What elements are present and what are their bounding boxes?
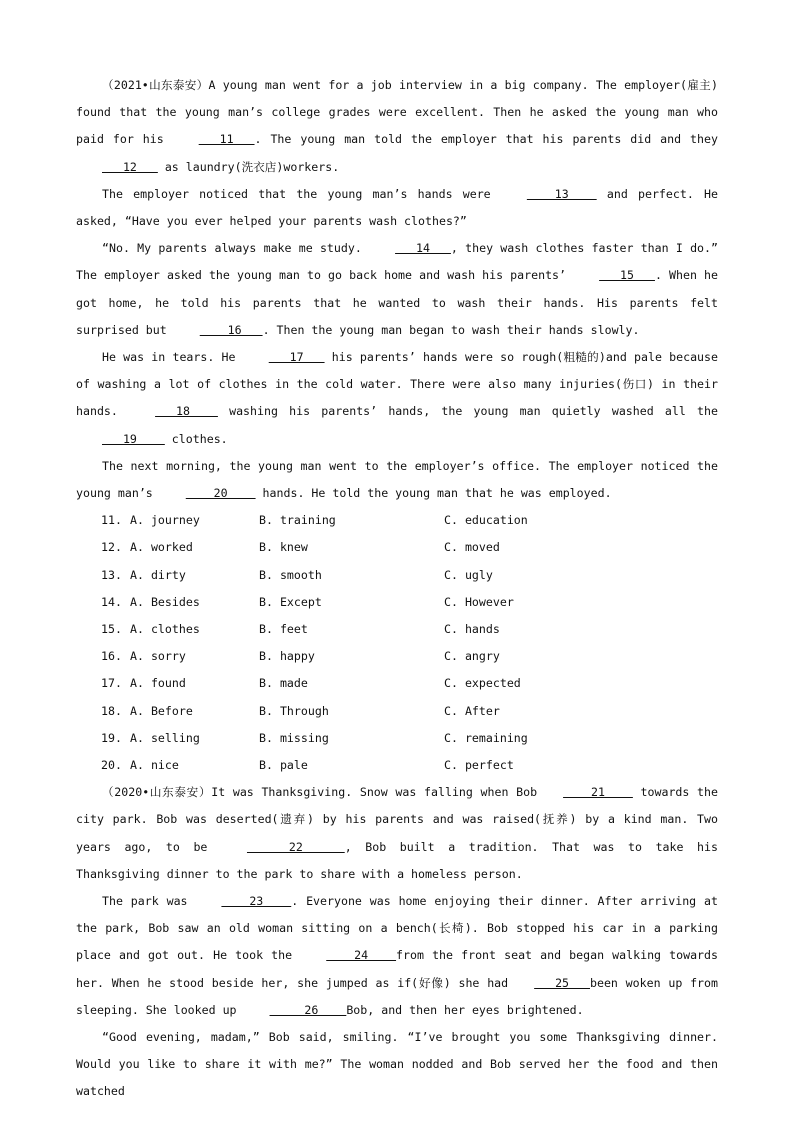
- option-b[interactable]: B. happy: [259, 649, 315, 664]
- blank-11[interactable]: 11: [198, 132, 255, 147]
- blank-17[interactable]: 17: [268, 350, 325, 365]
- option-a[interactable]: A. journey: [130, 513, 200, 528]
- text: . Everyone was home enjoying their dinner. After arriving at the park, Bob saw an old woman sitting on a bench(长椅). Bob stopped his car in a parking place and got out. He took the: [76, 893, 718, 963]
- option-b[interactable]: B. Through: [259, 703, 329, 718]
- option-a[interactable]: A. nice: [130, 757, 179, 772]
- question-number: 16.: [101, 649, 122, 664]
- question-number: 12.: [101, 540, 122, 555]
- option-row-18: [76, 698, 718, 725]
- option-a[interactable]: A. selling: [130, 730, 200, 745]
- text: been woken up from sleeping. She looked up: [76, 975, 718, 1017]
- document-page: [76, 72, 718, 1106]
- blank-24[interactable]: 24: [326, 948, 397, 963]
- option-b[interactable]: B. missing: [259, 730, 329, 745]
- question-number: 14.: [101, 594, 122, 609]
- option-b[interactable]: B. smooth: [259, 567, 322, 582]
- blank-23[interactable]: 23: [221, 893, 292, 908]
- blank-15[interactable]: 15: [599, 268, 655, 283]
- text: , they wash clothes faster than I do.” The employer asked the young man to go back home and wash his parents’: [76, 241, 718, 283]
- text: his parents’ hands were so rough(粗糙的)and pale because of washing a lot of clothes in the cold water. There were also many injuries(伤口) in their hands.: [76, 350, 718, 419]
- option-a[interactable]: A. Besides: [130, 594, 200, 609]
- text: The park was: [102, 893, 196, 908]
- options-list: [76, 507, 718, 779]
- blank-25[interactable]: 25: [534, 975, 590, 990]
- option-row-11: [76, 507, 718, 534]
- option-c[interactable]: C. perfect: [444, 757, 514, 772]
- passage2-paragraph3: [76, 1024, 718, 1106]
- question-number: 20.: [101, 757, 122, 772]
- passage2-paragraph2: [76, 888, 718, 1024]
- option-row-20: [76, 752, 718, 779]
- question-number: 19.: [101, 730, 122, 745]
- option-c[interactable]: C. ugly: [444, 567, 493, 582]
- option-a[interactable]: A. clothes: [130, 622, 200, 636]
- option-row-14: [76, 589, 718, 616]
- passage1-paragraph4: [76, 344, 718, 453]
- blank-18[interactable]: 18: [155, 404, 218, 419]
- option-c[interactable]: C. However: [444, 594, 514, 609]
- text: . When he got home, he told his parents that he wanted to wash their hands. His parents felt surprised but: [76, 268, 718, 337]
- option-c[interactable]: C. remaining: [444, 730, 528, 745]
- text: clothes.: [164, 431, 228, 446]
- text: “No. My parents always make me study.: [102, 241, 370, 256]
- option-b[interactable]: B. made: [259, 676, 308, 691]
- question-number: 18.: [101, 703, 122, 718]
- text: Bob, and then her eyes brightened.: [346, 1002, 584, 1017]
- text: and perfect. He asked, “Have you ever helped your parents wash clothes?”: [76, 186, 718, 229]
- blank-20[interactable]: 20: [185, 486, 256, 501]
- text: , Bob built a tradition. That was to take his Thanksgiving dinner to the park to share with a homeless person.: [76, 839, 718, 881]
- text: . The young man told the employer that his parents did and they: [254, 132, 718, 147]
- question-number: 13.: [101, 567, 122, 582]
- text: hands. He told the young man that he was employed.: [255, 486, 612, 501]
- blank-22[interactable]: 22: [246, 839, 345, 854]
- text: washing his parents’ hands, the young man quietly washed all the: [217, 404, 718, 419]
- text: towards the city park. Bob was deserted(遗弃) by his parents and was raised(抚养) by a kind man. Two years ago, to be: [76, 785, 718, 854]
- option-a[interactable]: A. worked: [130, 540, 193, 555]
- option-row-13: [76, 562, 718, 589]
- text: “Good evening, madam,” Bob said, smiling. “I’ve brought you some Thanksgiving dinner. Would you like to share it with me?” The woman nodded and Bob served her the food and then watched: [76, 1029, 718, 1099]
- question-number: 11.: [101, 513, 122, 528]
- option-c[interactable]: C. expected: [444, 676, 521, 691]
- option-b[interactable]: B. knew: [259, 540, 308, 555]
- option-c[interactable]: C. After: [444, 703, 500, 718]
- text: The employer noticed that the young man’s hands were: [102, 186, 501, 201]
- text: （2021•山东泰安）A young man went for a job interview in a big company. The employer(雇主) found that the young man’s college grades were excellent. Then he asked the young man who paid for his: [76, 78, 718, 147]
- text: （2020•山东泰安）It was Thanksgiving. Snow was falling when Bob: [102, 785, 538, 800]
- blank-19[interactable]: 19: [102, 431, 165, 446]
- option-a[interactable]: A. Before: [130, 703, 193, 718]
- option-a[interactable]: A. sorry: [130, 649, 186, 664]
- option-c[interactable]: C. education: [444, 513, 528, 528]
- passage1-paragraph3: [76, 235, 718, 344]
- blank-26[interactable]: 26: [269, 1002, 347, 1017]
- passage1-paragraph1: [76, 72, 718, 181]
- option-b[interactable]: B. training: [259, 513, 336, 528]
- option-c[interactable]: C. moved: [444, 540, 500, 555]
- passage1-paragraph2: [76, 181, 718, 235]
- option-c[interactable]: C. angry: [444, 649, 500, 664]
- option-a[interactable]: A. dirty: [130, 567, 186, 582]
- option-b[interactable]: B. feet: [259, 622, 308, 636]
- question-number: 15.: [101, 622, 122, 636]
- text: The next morning, the young man went to the employer’s office. The employer noticed the young man’s: [76, 458, 718, 501]
- option-row-17: [76, 670, 718, 697]
- passage2-paragraph1: [76, 779, 718, 888]
- option-b[interactable]: B. Except: [259, 594, 322, 609]
- text: as laundry(洗衣店)workers.: [157, 159, 340, 174]
- option-b[interactable]: B. pale: [259, 757, 308, 772]
- option-row-15: [76, 616, 718, 643]
- option-row-12: [76, 534, 718, 561]
- text: . Then the young man began to wash their hands slowly.: [262, 322, 640, 337]
- blank-16[interactable]: 16: [199, 322, 263, 337]
- question-number: 17.: [101, 676, 122, 691]
- option-a[interactable]: A. found: [130, 676, 186, 691]
- option-row-19: [76, 725, 718, 752]
- blank-21[interactable]: 21: [563, 785, 633, 800]
- blank-14[interactable]: 14: [395, 241, 451, 256]
- option-c[interactable]: C. hands: [444, 622, 500, 636]
- text: He was in tears. He: [102, 350, 243, 365]
- option-row-16: [76, 643, 718, 670]
- passage1-paragraph5: [76, 453, 718, 507]
- blank-13[interactable]: 13: [526, 186, 597, 201]
- blank-12[interactable]: 12: [102, 159, 158, 174]
- text: from the front seat and began walking towards her. When he stood beside her, she jumped as if(好像) she had: [76, 948, 718, 990]
